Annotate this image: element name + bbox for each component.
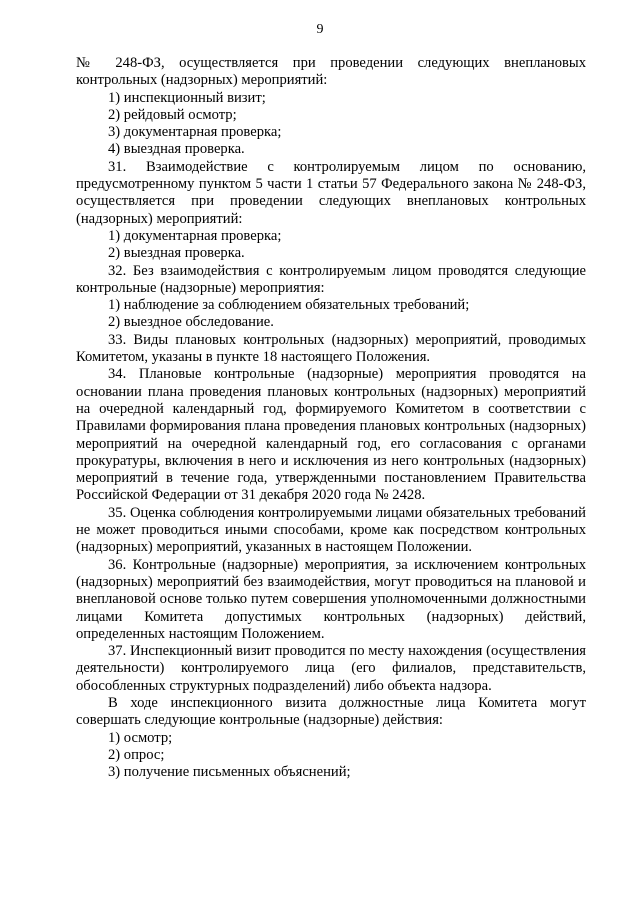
- list-item: 1) осмотр;: [108, 729, 173, 746]
- list-item: 1) инспекционный визит;: [108, 89, 266, 106]
- list-item: 4) выездная проверка.: [108, 141, 245, 158]
- paragraph-continuation: № 248-ФЗ, осуществляется при проведении следующих внеплановых контрольных (надзорных) мероприятий:: [76, 55, 586, 89]
- list-item: 3) документарная проверка;: [108, 124, 282, 141]
- clause-35: 35. Оценка соблюдения контролируемыми лицами обязательных требований не может проводиться иными способами, кроме как посредством контрольных (надзорных) мероприятий, указанных в настоящем Положении.: [76, 504, 586, 556]
- clause-37: 37. Инспекционный визит проводится по месту нахождения (осуществления деятельности) контролируемого лица (его филиалов, представительств, обособленных структурных подразделений) либо объекта надзора.: [76, 643, 586, 694]
- clause-33: 33. Виды плановых контрольных (надзорных) мероприятий, проводимых Комитетом, указаны в пункте 18 настоящего Положения.: [76, 331, 586, 366]
- list-item: 2) выездное обследование.: [108, 314, 274, 331]
- list-item: 3) получение письменных объяснений;: [108, 764, 351, 781]
- document-body: [76, 55, 586, 781]
- page-number: 9: [316, 22, 324, 37]
- list-item: 2) опрос;: [108, 746, 165, 763]
- list-item: 1) наблюдение за соблюдением обязательных требований;: [108, 297, 470, 314]
- clause-32: 32. Без взаимодействия с контролируемым лицом проводятся следующие контрольные (надзорные) мероприятия:: [76, 262, 586, 296]
- clause-31: 31. Взаимодействие с контролируемым лицом по основанию, предусмотренному пунктом 5 части 1 статьи 57 Федерального закона № 248-ФЗ, осуществляется при проведении следующих внеплановых контрольных (надзорных) мероприятий:: [76, 158, 586, 227]
- clause-36: 36. Контрольные (надзорные) мероприятия, за исключением контрольных (надзорных) мероприятий без взаимодействия, могут проводиться на плановой и внеплановой основе только путем совершения уполномоченными должностными лицами Комитета допустимых контрольных (надзорных) действий, определенных настоящим Положением.: [76, 556, 586, 642]
- list-item: 2) рейдовый осмотр;: [108, 106, 237, 123]
- paragraph: В ходе инспекционного визита должностные лица Комитета могут совершать следующие контрольные (надзорные) действия:: [76, 694, 586, 729]
- clause-34: 34. Плановые контрольные (надзорные) мероприятия проводятся на основании плана проведения плановых контрольных (надзорных) мероприятий на очередной календарный год, формируемого Комитетом в соответствии с Правилами формирования плана проведения плановых контрольных (надзорных) мероприятий на очередной календарный год, его согласования с органами прокуратуры, включения в него и исключения из него контрольных (надзорных) мероприятий в течение года, утвержденными постановлением Правительства Российской Федерации от 31 декабря 2020 года № 2428.: [76, 366, 586, 504]
- list-item: 2) выездная проверка.: [108, 245, 245, 262]
- list-item: 1) документарная проверка;: [108, 227, 282, 244]
